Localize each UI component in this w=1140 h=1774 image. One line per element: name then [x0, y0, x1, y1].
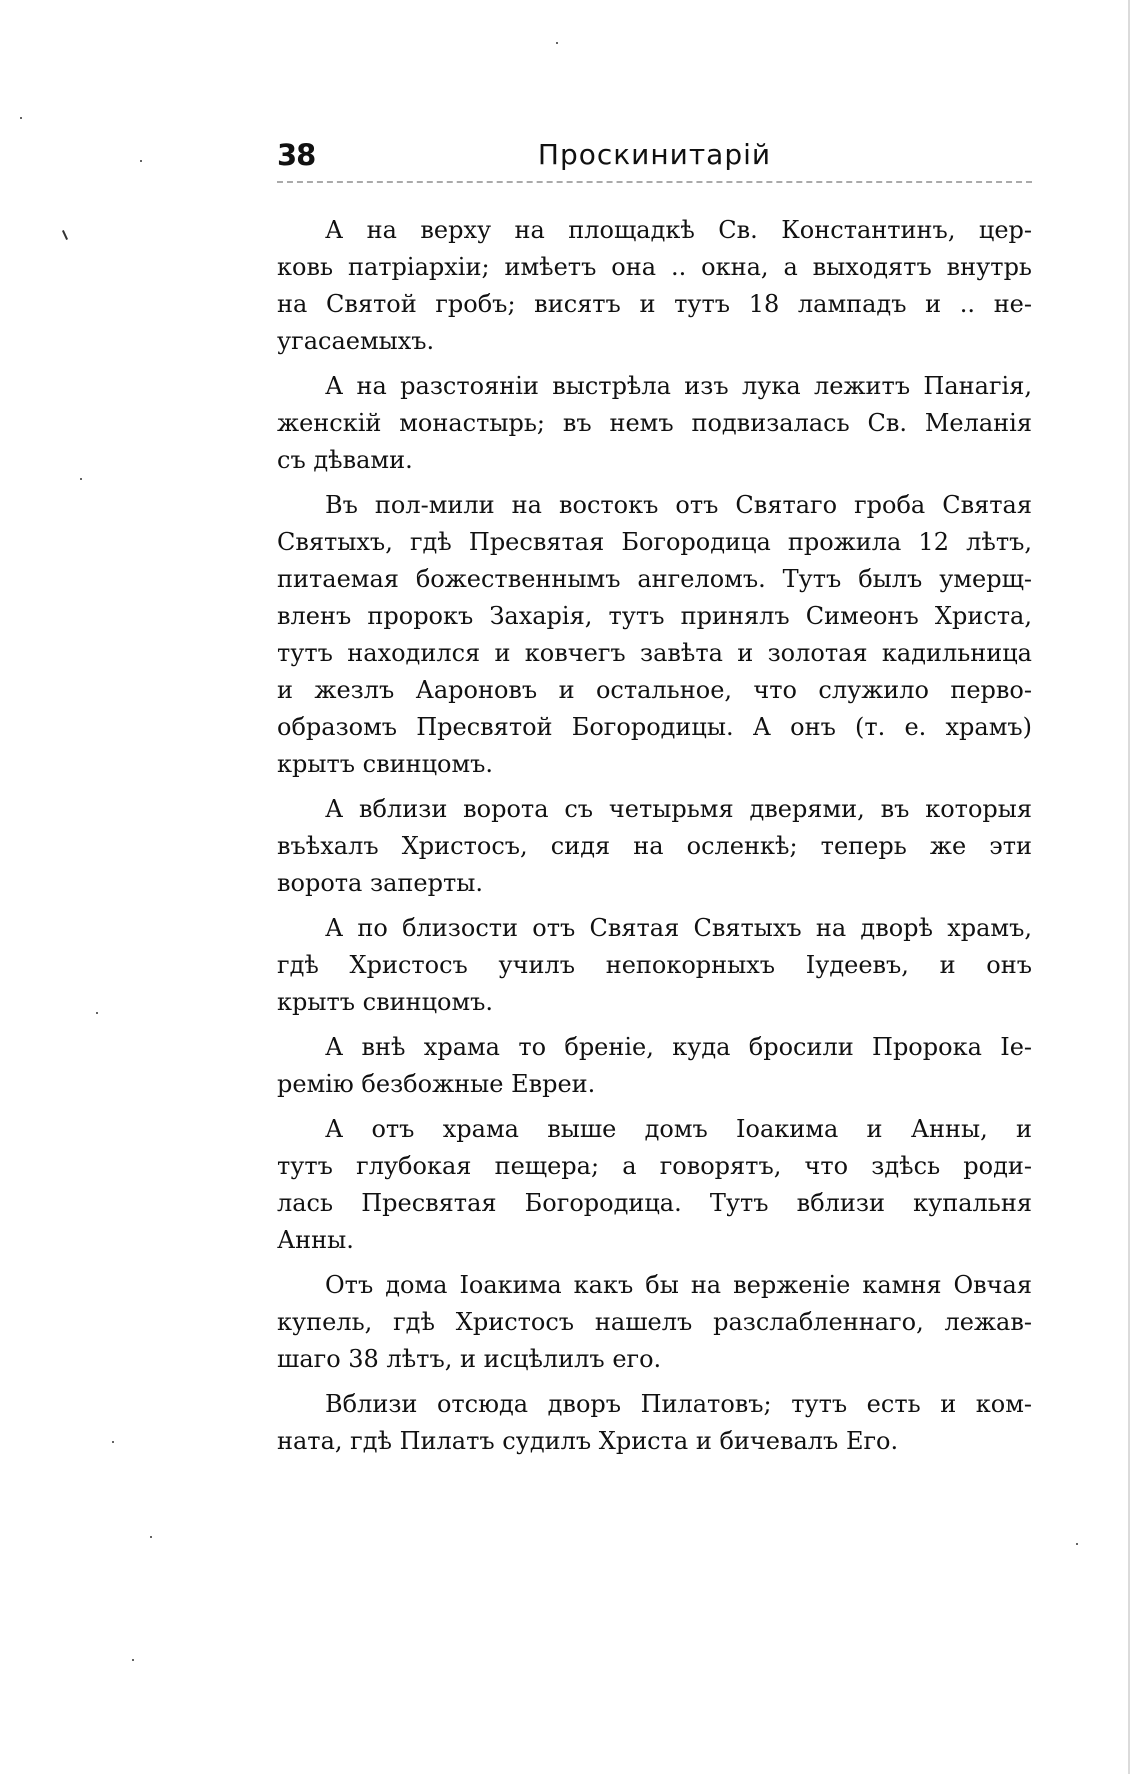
scan-speck: [150, 1536, 152, 1538]
text-line: А на разстояніи выстрѣла изъ лука лежитъ Панагія,: [325, 372, 1032, 400]
text-line: А вблизи ворота съ четырьмя дверями, въ которыя: [325, 795, 1032, 823]
text-line: ната, гдѣ Пилатъ судилъ Христа и бичевалъ Его.: [277, 1427, 899, 1455]
body-text: [277, 212, 1032, 1468]
text-line: съ дѣвами.: [277, 446, 413, 474]
scan-speck: [1076, 1543, 1078, 1545]
text-line: женскій монастырь; въ немъ подвизалась Св. Меланія: [277, 409, 1032, 437]
paragraph: [277, 791, 1032, 902]
header-rule: [277, 181, 1032, 183]
paragraph: [277, 212, 1032, 360]
paragraph: [277, 1111, 1032, 1259]
scan-speck: [556, 42, 558, 44]
text-line: лась Пресвятая Богородица. Тутъ вблизи купальня: [277, 1189, 1032, 1217]
text-line: А внѣ храма то бреніе, куда бросили Пророка Іе-: [325, 1033, 1032, 1061]
scan-speck: [80, 478, 82, 480]
scan-mark: [62, 230, 68, 240]
text-line: Отъ дома Іоакима какъ бы на верженіе камня Овчая: [325, 1271, 1032, 1299]
text-line: и жезлъ Аароновъ и остальное, что служило перво-: [277, 676, 1032, 704]
text-line: на Святой гробъ; висятъ и тутъ 18 лампадъ и .. не-: [277, 290, 1032, 318]
page-number: 38: [277, 138, 316, 172]
text-line: Вблизи отсюда дворъ Пилатовъ; тутъ есть и ком-: [325, 1390, 1032, 1418]
scan-speck: [20, 117, 22, 119]
page-header: [277, 138, 1032, 178]
running-title: Проскинитарій: [537, 138, 772, 171]
page-edge: [1128, 0, 1130, 1774]
scan-speck: [132, 1659, 134, 1661]
text-line: питаемая божественнымъ ангеломъ. Тутъ былъ умерщ-: [277, 565, 1032, 593]
text-line: А отъ храма выше домъ Іоакима и Анны, и: [325, 1115, 1032, 1143]
paragraph: [277, 368, 1032, 479]
text-line: ковь патріархіи; имѣетъ она .. окна, а выходятъ внутрь: [277, 253, 1032, 281]
paragraph: [277, 1267, 1032, 1378]
paragraph: [277, 487, 1032, 783]
text-line: А по близости отъ Святая Святыхъ на дворѣ храмъ,: [325, 914, 1032, 942]
text-line: крытъ свинцомъ.: [277, 988, 494, 1016]
scan-speck: [140, 160, 142, 162]
text-line: гдѣ Христосъ училъ непокорныхъ Іудеевъ, и онъ: [277, 951, 1032, 979]
paragraph: [277, 1386, 1032, 1460]
text-line: угасаемыхъ.: [277, 327, 435, 355]
text-line: Святыхъ, гдѣ Пресвятая Богородица прожила 12 лѣтъ,: [277, 528, 1032, 556]
text-line: А на верху на площадкѣ Св. Константинъ, цер-: [325, 216, 1032, 244]
text-line: тутъ глубокая пещера; а говорятъ, что здѣсь роди-: [277, 1152, 1032, 1180]
text-line: образомъ Пресвятой Богородицы. А онъ (т. е. храмъ): [277, 713, 1032, 741]
scan-speck: [112, 1441, 114, 1443]
text-line: крытъ свинцомъ.: [277, 750, 494, 778]
paragraph: [277, 910, 1032, 1021]
text-line: вленъ пророкъ Захарія, тутъ принялъ Симеонъ Христа,: [277, 602, 1032, 630]
text-line: ремію безбожные Евреи.: [277, 1070, 596, 1098]
scan-speck: [96, 1012, 98, 1014]
text-line: Анны.: [277, 1226, 354, 1254]
text-line: купель, гдѣ Христосъ нашелъ разслабленнаго, лежав-: [277, 1308, 1032, 1336]
text-line: Въ пол-мили на востокъ отъ Святаго гроба Святая: [325, 491, 1032, 519]
text-line: ворота заперты.: [277, 869, 483, 897]
text-line: тутъ находился и ковчегъ завѣта и золотая кадильница: [277, 639, 1032, 667]
text-line: въѣхалъ Христосъ, сидя на осленкѣ; теперь же эти: [277, 832, 1032, 860]
text-line: шаго 38 лѣтъ, и исцѣлилъ его.: [277, 1345, 662, 1373]
paragraph: [277, 1029, 1032, 1103]
